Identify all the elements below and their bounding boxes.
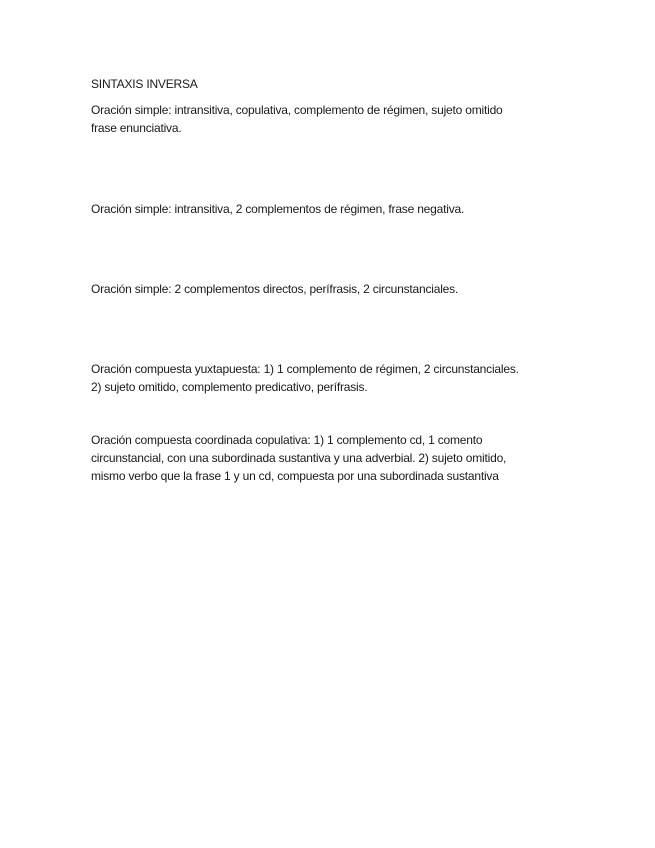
- paragraph-line: mismo verbo que la frase 1 y un cd, compuesta por una subordinada sustantiva: [91, 469, 499, 483]
- paragraph-line: Oración simple: intransitiva, 2 complementos de régimen, frase negativa.: [91, 202, 465, 216]
- paragraph-line: Oración compuesta coordinada copulativa: 1) 1 complemento cd, 1 comento: [91, 433, 483, 447]
- paragraph-line: Oración compuesta yuxtapuesta: 1) 1 complemento de régimen, 2 circunstanciales.: [91, 362, 519, 376]
- paragraph-line: circunstancial, con una subordinada sustantiva y una adverbial. 2) sujeto omitido,: [91, 451, 507, 465]
- paragraph-oracion-simple-1: [91, 101, 503, 137]
- paragraph-oracion-simple-2: [91, 200, 464, 218]
- paragraph-oracion-yuxtapuesta: [91, 360, 519, 396]
- paragraph-line: 2) sujeto omitido, complemento predicativo, perífrasis.: [91, 380, 368, 394]
- paragraph-oracion-coordinada: [91, 431, 506, 485]
- paragraph-line: Oración simple: intransitiva, copulativa, complemento de régimen, sujeto omitido: [91, 103, 503, 117]
- paragraph-line: frase enunciativa.: [91, 121, 182, 135]
- paragraph-oracion-simple-3: [91, 280, 458, 298]
- paragraph-line: Oración simple: 2 complementos directos, perífrasis, 2 circunstanciales.: [91, 282, 459, 296]
- document-title: SINTAXIS INVERSA: [91, 77, 198, 91]
